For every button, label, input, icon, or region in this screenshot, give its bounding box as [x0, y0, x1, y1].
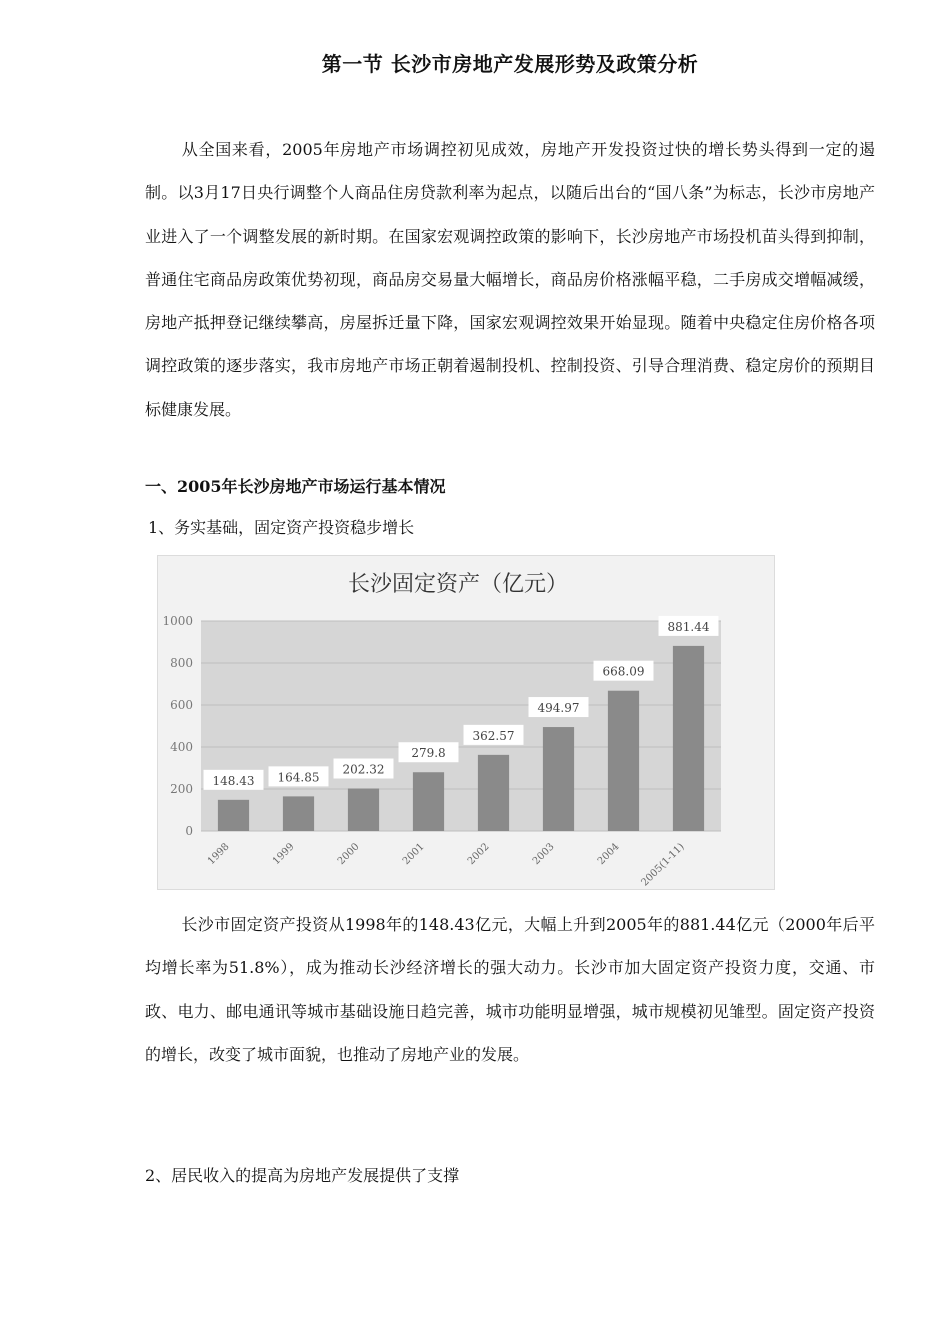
bar	[413, 772, 444, 831]
bar	[608, 691, 639, 831]
investment-text: 长沙市固定资产投资从1998年的148.43亿元，大幅上升到2005年的881.44亿元（2000年后平均增长率为51.8%），成为推动长沙经济增长的强大动力。长沙市加大固定资产投资力度，交通、市政、电力、邮电通讯等城市基础设施日趋完善，城市功能明显增强，城市规模初见雏型。固定资产投资的增长，改变了城市面貌，也推动了房地产业的发展。	[145, 915, 875, 1064]
bar	[543, 727, 574, 831]
x-tick-label: 1999	[270, 841, 297, 868]
data-label: 148.43	[212, 773, 255, 788]
bar	[673, 646, 704, 831]
bar	[218, 800, 249, 831]
x-tick-label: 2005(1-11)	[639, 841, 687, 889]
x-tick-label: 2000	[335, 841, 362, 868]
x-tick-label: 2002	[465, 841, 492, 868]
investment-paragraph	[145, 903, 875, 1076]
chart-title: 长沙固定资产（亿元）	[347, 572, 569, 597]
y-tick-label: 1000	[162, 614, 193, 628]
intro-paragraph	[145, 128, 875, 431]
x-tick-label: 1998	[205, 841, 232, 868]
data-label: 279.8	[411, 746, 446, 761]
subsection-heading-1: 1、务实基础，固定资产投资稳步增长	[148, 518, 415, 537]
data-label: 202.32	[342, 762, 385, 777]
y-tick-label: 600	[170, 698, 193, 712]
bar	[348, 789, 379, 831]
data-label: 668.09	[602, 664, 645, 679]
chart-canvas	[158, 556, 774, 889]
plot-area	[201, 621, 721, 831]
intro-text: 从全国来看，2005年房地产市场调控初见成效，房地产开发投资过快的增长势头得到一定的遏制。以3月17日央行调整个人商品住房贷款利率为起点，以随后出台的“国八条”为标志，长沙市房地产业进入了一个调整发展的新时期。在国家宏观调控政策的影响下，长沙房地产市场投机苗头得到抑制，普通住宅商品房政策优势初现，商品房交易量大幅增长，商品房价格涨幅平稳，二手房成交增幅减缓，房地产抵押登记继续攀高，房屋拆迁量下降，国家宏观调控效果开始显现。随着中央稳定住房价格各项调控政策的逐步落实，我市房地产市场正朝着遏制投机、控制投资、引导合理消费、稳定房价的预期目标健康发展。	[145, 140, 875, 419]
y-tick-label: 400	[170, 740, 193, 754]
y-tick-label: 0	[185, 824, 193, 838]
y-tick-label: 200	[170, 782, 193, 796]
x-tick-label: 2001	[400, 841, 427, 868]
bar	[283, 796, 314, 831]
data-label: 164.85	[277, 770, 320, 785]
x-tick-label: 2003	[530, 841, 557, 868]
subsection-heading-2: 2、居民收入的提高为房地产发展提供了支撑	[145, 1166, 460, 1185]
data-label: 494.97	[537, 701, 580, 716]
data-label: 881.44	[667, 619, 710, 634]
page-title: 第一节 长沙市房地产发展形势及政策分析	[321, 52, 699, 76]
x-tick-label: 2004	[595, 841, 622, 868]
section-heading: 一、2005年长沙房地产市场运行基本情况	[145, 477, 446, 496]
bar-chart	[157, 555, 775, 890]
bar	[478, 755, 509, 831]
y-tick-label: 800	[170, 656, 193, 670]
data-label: 362.57	[472, 728, 515, 743]
